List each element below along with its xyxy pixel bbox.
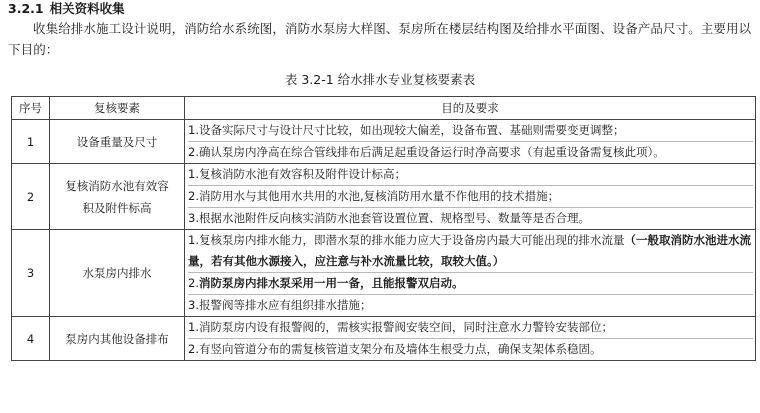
section-heading	[8, 0, 125, 17]
header-seq: 序号	[12, 97, 50, 120]
requirement-line: 1.消防泵房内设有报警阀的，需核实报警阀安装空间，同时注意水力警铃安装部位；	[188, 317, 753, 339]
row-item	[50, 317, 185, 361]
row-requirements	[185, 317, 756, 361]
section-title: 相关资料收集	[49, 1, 125, 16]
requirement-emphasis: （一般取消防水池进水流量，若有其他水源接入，应注意与补水流量比较，取较大值。）	[188, 233, 751, 268]
table-header-row	[12, 97, 756, 120]
table-row	[12, 120, 756, 164]
review-elements-table	[11, 96, 756, 361]
requirement-line: 1.设备实际尺寸与设计尺寸比较，如出现较大偏差，设备布置、基础则需要变更调整；	[188, 120, 753, 142]
requirement-emphasis: 消防泵房内排水泵采用一用一备，且能报警双启动。	[198, 276, 464, 290]
table-row	[12, 317, 756, 361]
row-seq: 2	[12, 164, 50, 230]
requirement-line: 2.确认泵房内净高在综合管线排布后满足起重设备运行时净高要求（有起重设备需复核此项）。	[188, 145, 665, 159]
requirement-line: 2.消防用水与其他用水共用的水池,复核消防用水量不作他用的技术措施；	[188, 186, 753, 208]
row-requirements	[185, 230, 756, 317]
requirement-line	[188, 230, 753, 273]
row-item-line: 设备重量及尺寸	[76, 134, 158, 149]
row-item-line: 水泵房内排水	[82, 266, 152, 280]
requirement-line: 1.复核消防水池有效容积及附件设计标高；	[188, 164, 753, 186]
requirement-text: 2.	[188, 276, 199, 290]
row-item	[50, 120, 185, 164]
table-row	[12, 164, 756, 230]
requirement-line	[188, 273, 753, 295]
row-item-line: 积及附件标高	[82, 200, 152, 215]
row-requirements	[185, 120, 756, 164]
row-item-line: 复核消防水池有效容	[65, 178, 169, 193]
row-item	[50, 230, 185, 317]
table-caption: 表 3.2-1 给水排水专业复核要素表	[284, 72, 476, 87]
row-seq: 4	[12, 317, 50, 361]
row-seq: 3	[12, 230, 50, 317]
header-item: 复核要素	[50, 97, 185, 120]
header-requirements: 目的及要求	[185, 97, 756, 120]
requirement-text: 1.复核泵房内排水能力，即潜水泵的排水能力应大于设备房内最大可能出现的排水流量	[188, 233, 625, 247]
requirement-line: 3.报警阀等排水应有组织排水措施；	[188, 298, 372, 312]
section-number: 3.2.1	[8, 1, 44, 16]
row-requirements	[185, 164, 756, 230]
row-item	[50, 164, 185, 230]
intro-paragraph: 收集给排水施工设计说明，消防给水系统图，消防水泵房大样图、泵房所在楼层结构图及给排水平面图、设备产品尺寸。主要用以下目的：	[8, 21, 752, 57]
requirement-line: 2.有竖向管道分布的需复核管道支架分布及墙体生根受力点，确保支架体系稳固。	[188, 342, 602, 356]
row-item-line: 泵房内其他设备排布	[65, 331, 169, 346]
table-row	[12, 230, 756, 317]
requirement-line: 3.根据水池附件反向核实消防水池套管设置位置、规格型号、数量等是否合理。	[188, 211, 590, 225]
row-seq: 1	[12, 120, 50, 164]
